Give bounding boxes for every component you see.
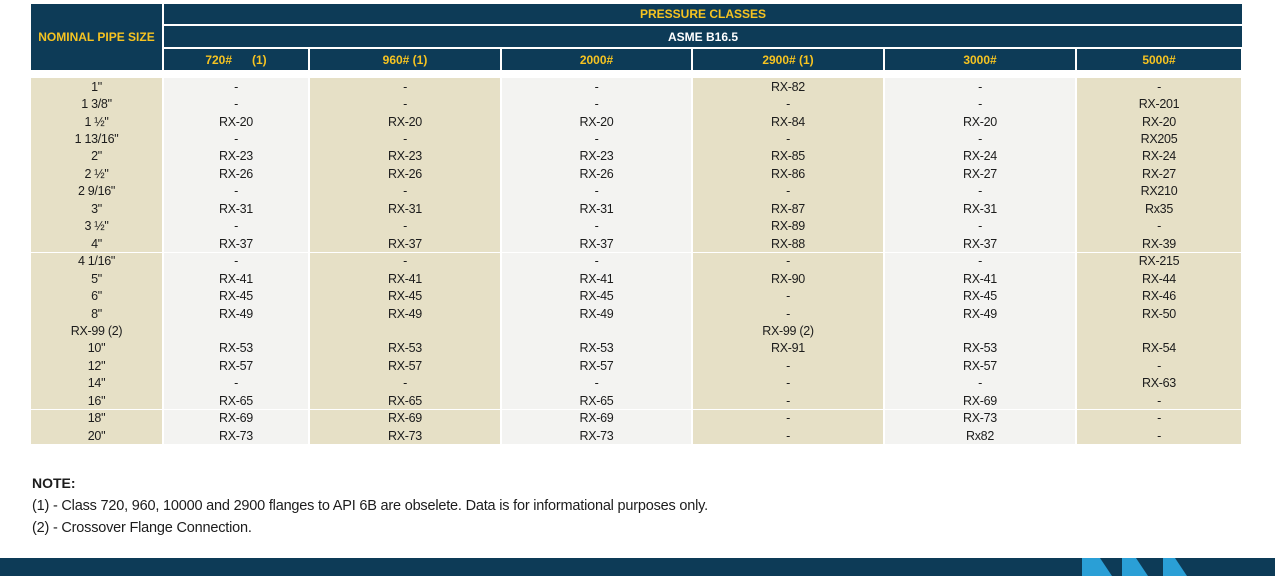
ring-cell: RX-65 xyxy=(502,392,691,409)
ring-cell: RX-215 xyxy=(1077,253,1241,270)
ring-cell: - xyxy=(164,183,308,200)
ring-cell: - xyxy=(1077,78,1241,95)
ring-cell: - xyxy=(693,183,883,200)
pipe-size-cell: 18" xyxy=(31,410,162,427)
ring-cell: RX-73 xyxy=(885,410,1075,427)
ring-cell: RX-53 xyxy=(502,340,691,357)
ring-cell: - xyxy=(1077,218,1241,235)
pipe-size-cell: 16" xyxy=(31,392,162,409)
ring-cell: RX-53 xyxy=(885,340,1075,357)
ring-cell: - xyxy=(885,130,1075,147)
ring-cell: RX-90 xyxy=(693,270,883,287)
column-header: 5000# xyxy=(1077,49,1241,70)
table-row xyxy=(31,235,1242,252)
note-title: NOTE: xyxy=(32,475,76,491)
ring-cell: RX-37 xyxy=(310,235,500,252)
pipe-size-cell: 8" xyxy=(31,305,162,322)
ring-cell: RX-20 xyxy=(885,113,1075,130)
ring-cell: RX-27 xyxy=(885,165,1075,182)
ring-cell: RX-37 xyxy=(885,235,1075,252)
ring-cell: RX-41 xyxy=(310,270,500,287)
ring-cell: - xyxy=(310,183,500,200)
pipe-size-cell: 2 ½" xyxy=(31,165,162,182)
table-row xyxy=(31,357,1242,374)
ring-cell: RX-31 xyxy=(885,200,1075,217)
ring-cell: - xyxy=(885,183,1075,200)
ring-cell: RX-63 xyxy=(1077,375,1241,392)
ring-cell: RX-50 xyxy=(1077,305,1241,322)
ring-cell: RX-37 xyxy=(164,235,308,252)
pipe-size-cell: 3" xyxy=(31,200,162,217)
ring-cell: RX-91 xyxy=(693,340,883,357)
ring-cell: - xyxy=(164,78,308,95)
pipe-size-cell: 1" xyxy=(31,78,162,95)
column-header: 3000# xyxy=(885,49,1075,70)
ring-cell xyxy=(885,322,1075,339)
ring-cell: - xyxy=(693,375,883,392)
pipe-size-cell: 3 ½" xyxy=(31,218,162,235)
ring-cell: RX-49 xyxy=(502,305,691,322)
ring-cell: RX-37 xyxy=(502,235,691,252)
ring-cell: RX-39 xyxy=(1077,235,1241,252)
pipe-size-cell: 6" xyxy=(31,287,162,304)
ring-cell: RX-23 xyxy=(502,148,691,165)
ring-cell: - xyxy=(502,95,691,112)
ring-cell xyxy=(310,322,500,339)
ring-cell: - xyxy=(693,410,883,427)
ring-cell: RX-26 xyxy=(310,165,500,182)
ring-cell: - xyxy=(1077,392,1241,409)
ring-cell: RX-73 xyxy=(502,427,691,444)
ring-cell: - xyxy=(310,130,500,147)
ring-cell: - xyxy=(693,130,883,147)
table-row xyxy=(31,410,1242,427)
note-line-1: (1) - Class 720, 960, 10000 and 2900 flanges to API 6B are obselete. Data is for informational purposes only. xyxy=(32,498,708,514)
standard-header xyxy=(164,26,1242,47)
ring-cell: - xyxy=(693,392,883,409)
pipe-size-cell: 14" xyxy=(31,375,162,392)
ring-cell: RX-45 xyxy=(164,287,308,304)
ring-cell: RX-49 xyxy=(310,305,500,322)
ring-cell: - xyxy=(164,218,308,235)
ring-cell: - xyxy=(502,130,691,147)
ring-cell: RX-69 xyxy=(885,392,1075,409)
standard-label: ASME B16.5 xyxy=(667,29,739,44)
ring-cell xyxy=(502,322,691,339)
ring-cell: RX-20 xyxy=(310,113,500,130)
table-row xyxy=(31,148,1242,165)
ring-cell: - xyxy=(693,427,883,444)
ring-cell: RX-46 xyxy=(1077,287,1241,304)
ring-cell: - xyxy=(1077,357,1241,374)
pressure-classes-label: PRESSURE CLASSES xyxy=(639,7,767,21)
ring-cell: RX-57 xyxy=(885,357,1075,374)
ring-cell: - xyxy=(310,78,500,95)
ring-cell xyxy=(1077,322,1241,339)
ring-cell: RX205 xyxy=(1077,130,1241,147)
ring-cell: - xyxy=(310,218,500,235)
ring-cell: RX-69 xyxy=(310,410,500,427)
pipe-size-cell: 2 9/16" xyxy=(31,183,162,200)
ring-cell xyxy=(164,322,308,339)
column-header: 960# (1) xyxy=(310,49,500,70)
ring-cell: RX-24 xyxy=(885,148,1075,165)
ring-cell: - xyxy=(693,253,883,270)
ring-cell: RX-41 xyxy=(885,270,1075,287)
table-row xyxy=(31,287,1242,304)
pipe-size-cell: RX-99 (2) xyxy=(31,322,162,339)
ring-cell: RX-69 xyxy=(164,410,308,427)
ring-cell: RX-89 xyxy=(693,218,883,235)
pipe-size-cell: 20" xyxy=(31,427,162,444)
ring-cell: RX-26 xyxy=(164,165,308,182)
table-row xyxy=(31,200,1242,217)
table-row xyxy=(31,95,1242,112)
ring-cell: - xyxy=(502,375,691,392)
table-row xyxy=(31,340,1242,357)
pipe-size-cell: 4" xyxy=(31,235,162,252)
ring-cell: Rx82 xyxy=(885,427,1075,444)
ring-cell: RX-65 xyxy=(310,392,500,409)
ring-cell: RX-53 xyxy=(164,340,308,357)
nominal-pipe-size-header xyxy=(31,4,162,70)
ring-cell: - xyxy=(1077,410,1241,427)
ring-cell: RX-31 xyxy=(310,200,500,217)
pipe-size-cell: 1 3/8" xyxy=(31,95,162,112)
table-row xyxy=(31,78,1242,95)
ring-cell: RX210 xyxy=(1077,183,1241,200)
ring-cell: RX-49 xyxy=(164,305,308,322)
ring-cell: - xyxy=(164,95,308,112)
ring-cell: RX-86 xyxy=(693,165,883,182)
ring-cell: - xyxy=(885,78,1075,95)
pipe-size-cell: 5" xyxy=(31,270,162,287)
ring-cell: RX-20 xyxy=(502,113,691,130)
ring-cell: - xyxy=(164,375,308,392)
pipe-size-cell: 2" xyxy=(31,148,162,165)
brand-chevrons-icon xyxy=(0,558,1275,576)
table-row xyxy=(31,113,1242,130)
ring-cell: RX-84 xyxy=(693,113,883,130)
ring-cell: - xyxy=(885,95,1075,112)
ring-cell: RX-54 xyxy=(1077,340,1241,357)
ring-cell: - xyxy=(885,253,1075,270)
pipe-size-cell: 1 ½" xyxy=(31,113,162,130)
ring-cell: RX-45 xyxy=(885,287,1075,304)
ring-cell: - xyxy=(310,253,500,270)
table-row xyxy=(31,305,1242,322)
ring-cell: Rx35 xyxy=(1077,200,1241,217)
ring-cell: - xyxy=(164,253,308,270)
ring-cell: RX-41 xyxy=(502,270,691,287)
table-row xyxy=(31,165,1242,182)
ring-cell: RX-44 xyxy=(1077,270,1241,287)
table-row xyxy=(31,218,1242,235)
ring-cell: RX-24 xyxy=(1077,148,1241,165)
ring-cell: RX-88 xyxy=(693,235,883,252)
ring-cell: RX-73 xyxy=(164,427,308,444)
ring-cell: - xyxy=(885,375,1075,392)
ring-cell: - xyxy=(693,357,883,374)
ring-cell: RX-53 xyxy=(310,340,500,357)
ring-cell: RX-99 (2) xyxy=(693,322,883,339)
ring-cell: - xyxy=(164,130,308,147)
column-header: 2000# xyxy=(502,49,691,70)
ring-cell: - xyxy=(502,253,691,270)
ring-cell: RX-31 xyxy=(502,200,691,217)
ring-cell: - xyxy=(310,375,500,392)
ring-cell: RX-82 xyxy=(693,78,883,95)
ring-cell: - xyxy=(693,305,883,322)
ring-cell: - xyxy=(502,218,691,235)
ring-cell: - xyxy=(502,78,691,95)
table-row xyxy=(31,427,1242,444)
ring-cell: - xyxy=(693,287,883,304)
ring-cell: RX-87 xyxy=(693,200,883,217)
ring-cell: RX-201 xyxy=(1077,95,1241,112)
column-header: 720# (1) xyxy=(164,49,308,70)
pipe-size-cell: 12" xyxy=(31,357,162,374)
ring-cell: - xyxy=(310,95,500,112)
ring-cell: RX-57 xyxy=(502,357,691,374)
table-row xyxy=(31,322,1242,339)
ring-cell: RX-65 xyxy=(164,392,308,409)
table-row xyxy=(31,183,1242,200)
note-line-2: (2) - Crossover Flange Connection. xyxy=(32,520,252,536)
table-row xyxy=(31,253,1242,270)
ring-cell: RX-23 xyxy=(164,148,308,165)
ring-cell: RX-57 xyxy=(310,357,500,374)
ring-cell: - xyxy=(693,95,883,112)
ring-cell: RX-31 xyxy=(164,200,308,217)
nominal-pipe-size-label: NOMINAL PIPE SIZE xyxy=(38,30,155,44)
ring-cell: RX-26 xyxy=(502,165,691,182)
table-row xyxy=(31,375,1242,392)
ring-cell: RX-45 xyxy=(310,287,500,304)
table-row xyxy=(31,270,1242,287)
pressure-classes-header xyxy=(164,4,1242,24)
pipe-size-cell: 1 13/16" xyxy=(31,130,162,147)
ring-cell: - xyxy=(1077,427,1241,444)
ring-cell: RX-23 xyxy=(310,148,500,165)
ring-cell: RX-73 xyxy=(310,427,500,444)
table-row xyxy=(31,130,1242,147)
ring-cell: RX-20 xyxy=(1077,113,1241,130)
table-row xyxy=(31,392,1242,409)
pipe-size-cell: 10" xyxy=(31,340,162,357)
ring-cell: RX-27 xyxy=(1077,165,1241,182)
ring-cell: RX-20 xyxy=(164,113,308,130)
pipe-size-cell: 4 1/16" xyxy=(31,253,162,270)
ring-cell: RX-45 xyxy=(502,287,691,304)
column-header: 2900# (1) xyxy=(693,49,883,70)
ring-cell: RX-69 xyxy=(502,410,691,427)
ring-cell: RX-41 xyxy=(164,270,308,287)
ring-cell: - xyxy=(502,183,691,200)
ring-cell: RX-49 xyxy=(885,305,1075,322)
ring-cell: RX-85 xyxy=(693,148,883,165)
ring-cell: - xyxy=(885,218,1075,235)
ring-cell: RX-57 xyxy=(164,357,308,374)
footer-bar xyxy=(0,558,1275,576)
